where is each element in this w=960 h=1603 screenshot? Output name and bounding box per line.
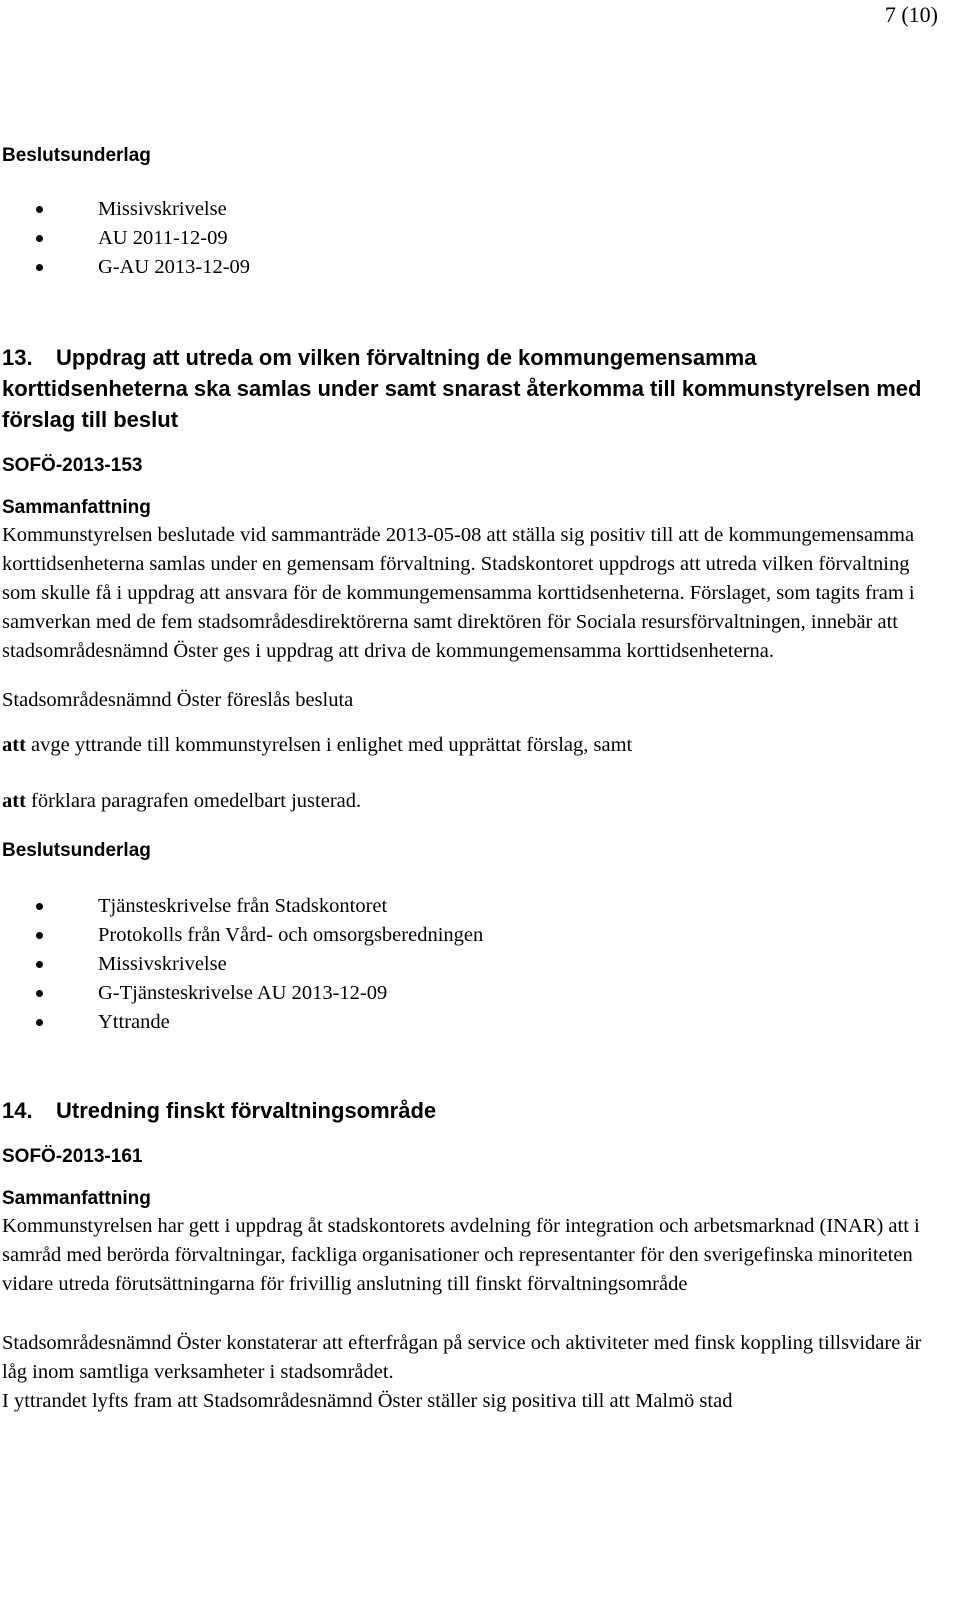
proposal-intro: Stadsområdesnämnd Öster föreslås besluta [2,689,354,711]
bullet-icon [36,235,43,242]
bullet-icon [36,264,43,271]
item-title [2,342,927,435]
item-title [2,1095,927,1126]
list-item: Protokolls från Vård- och omsorgsberedningen [2,921,927,950]
bullet-icon [36,903,43,910]
paragraph: Stadsområdesnämnd Öster konstaterar att efterfrågan på service och aktiviteter med finsk koppling tillsvidare är låg inom samtliga verksamheter i stadsområdet. [2,1332,922,1383]
bullet-icon [36,990,43,997]
list-item: Missivskrivelse [2,950,927,979]
page-number: 7 (10) [884,2,938,27]
beslutsunderlag-heading: Beslutsunderlag [2,840,151,861]
attachment-list [2,195,927,282]
list-item: Yttrande [2,1008,927,1037]
list-item: G-AU 2013-12-09 [2,253,927,282]
item-number: 14. [2,1098,33,1123]
decision-att: att [2,734,26,756]
list-item: Tjänsteskrivelse från Stadskontoret [2,892,927,921]
paragraph-partial: I yttrandet lyfts fram att Stadsområdesnämnd Öster ställer sig positiva till att Malmö stad [2,1390,733,1412]
list-item: Missivskrivelse [2,195,927,224]
sammanfattning-heading: Sammanfattning [2,1188,151,1209]
item-number: 13. [2,345,33,370]
item-title-text: Uppdrag att utreda om vilken förvaltning de kommungemensamma korttidsenheterna ska samlas under samt snarast återkomma till kommunstyrelsen med förslag till beslut [2,345,922,432]
summary-paragraph: Kommunstyrelsen beslutade vid sammanträde 2013-05-08 att ställa sig positiv till att de kommungemensamma korttidsenheterna samlas under en gemensam förvaltning. Stadskontoret uppdrogs att utreda vilken förvaltning som skulle få i uppdrag att ansvara för de kommungemensamma korttidsenheterna. Förslaget, som tagits fram i samverkan med de fem stadsområdesdirektörerna samt direktören för Sociala resursförvaltningen, innebär att stadsområdesnämnd Öster ges i uppdrag att driva de kommungemensamma korttidsenheterna. [2,524,915,662]
decision-att: att [2,790,26,812]
attachment-list [2,892,927,1037]
bullet-icon [36,961,43,968]
item-title-text: Utredning finskt förvaltningsområde [56,1098,437,1123]
list-item: AU 2011-12-09 [2,224,927,253]
list-item: G-Tjänsteskrivelse AU 2013-12-09 [2,979,927,1008]
decision-2: att förklara paragrafen omedelbart justerad. [2,790,362,812]
beslutsunderlag-heading: Beslutsunderlag [2,145,151,166]
bullet-icon [36,1019,43,1026]
bullet-icon [36,932,43,939]
bullet-icon [36,206,43,213]
case-reference: SOFÖ-2013-153 [2,455,143,476]
sammanfattning-heading: Sammanfattning [2,497,151,518]
document-body [2,140,927,1416]
case-reference: SOFÖ-2013-161 [2,1146,143,1167]
summary-paragraph: Kommunstyrelsen har gett i uppdrag åt stadskontorets avdelning för integration och arbetsmarknad (INAR) att i samråd med berörda förvaltningar, fackliga organisationer och representanter för den sverigefinska minoriteten vidare utreda förutsättningarna för frivillig anslutning till finskt förvaltningsområde [2,1215,920,1295]
decision-1: att avge yttrande till kommunstyrelsen i enlighet med upprättat förslag, samt [2,734,633,756]
